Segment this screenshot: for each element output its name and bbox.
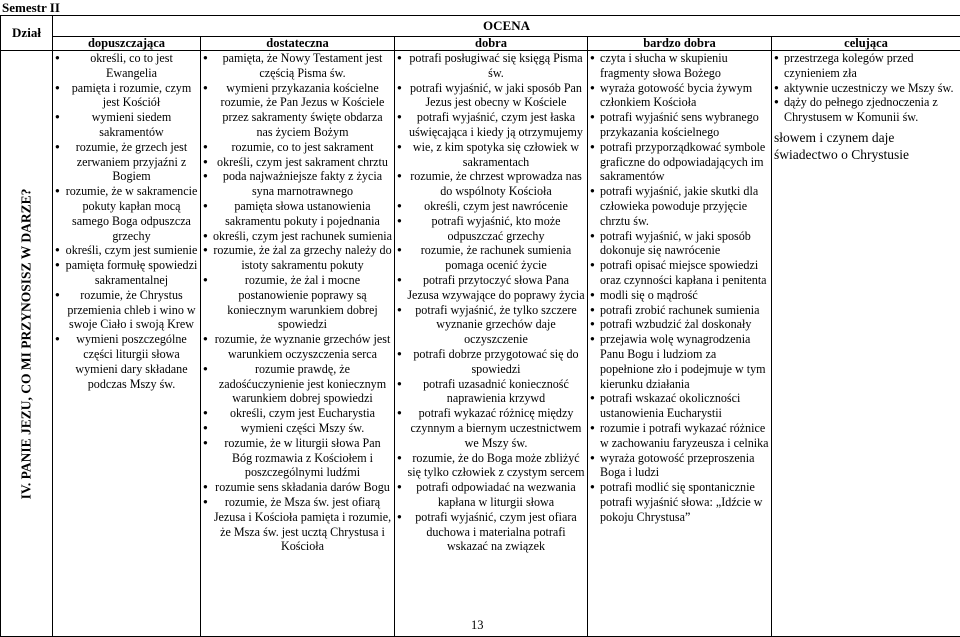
semester-title: Semestr II xyxy=(2,0,60,16)
level-header: dopuszczająca xyxy=(53,37,201,51)
criterion-item: ● potrafi posługiwać się księgą Pisma św. xyxy=(397,51,585,81)
criterion-item: ● potrafi opisać miejsce spowiedzi oraz czynności kapłana i penitenta xyxy=(590,258,769,288)
criterion-item: ● potrafi wyjaśnić, w jaki sposób Pan Jezus jest obecny w Kościele xyxy=(397,81,585,111)
level-header: dostateczna xyxy=(201,37,395,51)
criterion-item: ● przestrzega kolegów przed czynieniem zła xyxy=(774,51,958,81)
criterion-item: ● określi, czym jest Eucharystia xyxy=(203,406,392,421)
criterion-item: ● rozumie, że chrzest wprowadza nas do wspólnoty Kościoła xyxy=(397,169,585,199)
level-header: bardzo dobra xyxy=(588,37,772,51)
column-bardzo-dobra xyxy=(588,51,772,637)
criterion-item: ● potrafi wyjaśnić, czym jest łaska uświęcająca i kiedy ją otrzymujemy xyxy=(397,110,585,140)
criterion-item: ● wie, z kim spotyka się człowiek w sakramentach xyxy=(397,140,585,170)
criterion-item: ● potrafi uzasadnić konieczność naprawienia krzywd xyxy=(397,377,585,407)
criterion-item: ● czyta i słucha w skupieniu fragmenty słowa Bożego xyxy=(590,51,769,81)
criterion-item: ● potrafi wyjaśnić, w jaki sposób dokonuje się nawrócenie xyxy=(590,229,769,259)
criterion-item: ● potrafi dobrze przygotować się do spowiedzi xyxy=(397,347,585,377)
criterion-item: ● wymieni przykazania kościelne rozumie, że Pan Jezus w Kościele przez sakramenty święte obdarza nas życiem Bożym xyxy=(203,81,392,140)
criterion-item: ● wymieni części Mszy św. xyxy=(203,421,392,436)
criterion-item: ● określi, czym jest nawrócenie xyxy=(397,199,585,214)
level-header: dobra xyxy=(395,37,588,51)
criterion-item: ● potrafi wyjaśnić, że tylko szczere wyznanie grzechów daje oczyszczenie xyxy=(397,303,585,347)
criterion-item: ● rozumie, że żal za grzechy należy do istoty sakramentu pokuty xyxy=(203,243,392,273)
criterion-item: ● potrafi modlić się spontanicznie potrafi wyjaśnić słowa: „Idźcie w pokoju Chrystusa” xyxy=(590,480,769,524)
criterion-item: ● rozumie, że do Boga może zbliżyć się tylko człowiek z czystym sercem xyxy=(397,451,585,481)
page-number: 13 xyxy=(471,618,484,633)
dzial-header: Dział xyxy=(1,16,53,51)
unit-title: IV. PANIE JEZU, CO MI PRZYNOSISZ W DARZE? xyxy=(19,188,34,499)
criterion-item: ● rozumie, że Chrystus przemienia chleb i wino w swoje Ciało i swoją Krew xyxy=(55,288,198,332)
criterion-item: ● rozumie, że w liturgii słowa Pan Bóg rozmawia z Kościołem i poszczególnymi ludźmi xyxy=(203,436,392,480)
level-header: celująca xyxy=(772,37,960,51)
criterion-item: ● rozumie, co to jest sakrament xyxy=(203,140,392,155)
criterion-item: ● potrafi wykazać różnicę między czynnym a biernym uczestnictwem we Mszy św. xyxy=(397,406,585,450)
criterion-item: ● pamięta, że Nowy Testament jest częścią Pisma św. xyxy=(203,51,392,81)
criterion-item: ● potrafi odpowiadać na wezwania kapłana w liturgii słowa xyxy=(397,480,585,510)
criterion-item: ● rozumie, że w sakramencie pokuty kapłan mocą samego Boga odpuszcza grzechy xyxy=(55,184,198,243)
criterion-item: ● modli się o mądrość xyxy=(590,288,769,303)
criterion-item: ● przejawia wolę wynagrodzenia Panu Bogu i ludziom za popełnione zło i podejmuje w tym kierunku działania xyxy=(590,332,769,391)
criterion-item: ● potrafi wzbudzić żal doskonały xyxy=(590,317,769,332)
criterion-item: ● określi, czym jest sakrament chrztu xyxy=(203,155,392,170)
column-dopuszczajaca xyxy=(53,51,201,637)
criterion-item: ● aktywnie uczestniczy we Mszy św. xyxy=(774,81,958,96)
criterion-item: ● wymieni poszczególne części liturgii słowa wymieni dary składane podczas Mszy św. xyxy=(55,332,198,391)
criterion-item: ● potrafi wyjaśnić sens wybranego przykazania kościelnego xyxy=(590,110,769,140)
criterion-item: ● pamięta formułę spowiedzi sakramentalnej xyxy=(55,258,198,288)
column-celujaca xyxy=(772,51,960,637)
criterion-item: ● potrafi wyjaśnić, kto może odpuszczać grzechy xyxy=(397,214,585,244)
unit-cell xyxy=(1,51,53,637)
column-dostateczna xyxy=(201,51,395,637)
criterion-item: ● rozumie, że żal i mocne postanowienie poprawy są koniecznym warunkiem dobrej spowiedzi xyxy=(203,273,392,332)
criterion-item: ● wymieni siedem sakramentów xyxy=(55,110,198,140)
criterion-item: ● potrafi przytoczyć słowa Pana Jezusa wzywające do poprawy życia xyxy=(397,273,585,303)
criterion-item: ● wyraża gotowość bycia żywym członkiem Kościoła xyxy=(590,81,769,111)
criterion-item: ● rozumie, że rachunek sumienia pomaga ocenić życie xyxy=(397,243,585,273)
criterion-item: ● określi, czym jest sumienie xyxy=(55,243,198,258)
column-dobra xyxy=(395,51,588,637)
criterion-item: ● rozumie, że wyznanie grzechów jest warunkiem oczyszczenia serca xyxy=(203,332,392,362)
criterion-item: ● rozumie sens składania darów Bogu xyxy=(203,480,392,495)
criterion-item: ● potrafi przyporządkować symbole graficzne do odpowiadających im sakramentów xyxy=(590,140,769,184)
criterion-item: ● pamięta i rozumie, czym jest Kościół xyxy=(55,81,198,111)
criterion-item: ● określi, co to jest Ewangelia xyxy=(55,51,198,81)
criterion-item: ● dąży do pełnego zjednoczenia z Chrystusem w Komunii św. xyxy=(774,95,958,125)
criterion-item: ● rozumie i potrafi wykazać różnice w zachowaniu faryzeusza i celnika xyxy=(590,421,769,451)
celujaca-extra: słowem i czynem daje świadectwo o Chrystusie xyxy=(774,129,958,163)
criterion-item: ● wyraża gotowość przeproszenia Boga i ludzi xyxy=(590,451,769,481)
criterion-item: ● poda najważniejsze fakty z życia syna marnotrawnego xyxy=(203,169,392,199)
criterion-item: ● potrafi wyjaśnić, jakie skutki dla człowieka powoduje przyjęcie chrztu św. xyxy=(590,184,769,228)
ocena-header: OCENA xyxy=(53,16,960,37)
criterion-item: ● rozumie, że grzech jest zerwaniem przyjaźni z Bogiem xyxy=(55,140,198,184)
criterion-item: ● potrafi wyjaśnić, czym jest ofiara duchowa i materialna potrafi wskazać na związek xyxy=(397,510,585,554)
grading-table xyxy=(0,15,960,637)
criterion-item: ● określi, czym jest rachunek sumienia xyxy=(203,229,392,244)
criterion-item: ● rozumie, że Msza św. jest ofiarą Jezusa i Kościoła pamięta i rozumie, że Msza św. jest ucztą Chrystusa i Kościoła xyxy=(203,495,392,554)
criterion-item: ● pamięta słowa ustanowienia sakramentu pokuty i pojednania xyxy=(203,199,392,229)
criterion-item: ● potrafi wskazać okoliczności ustanowienia Eucharystii xyxy=(590,391,769,421)
criterion-item: ● rozumie prawdę, że zadośćuczynienie jest koniecznym warunkiem dobrej spowiedzi xyxy=(203,362,392,406)
criterion-item: ● potrafi zrobić rachunek sumienia xyxy=(590,303,769,318)
